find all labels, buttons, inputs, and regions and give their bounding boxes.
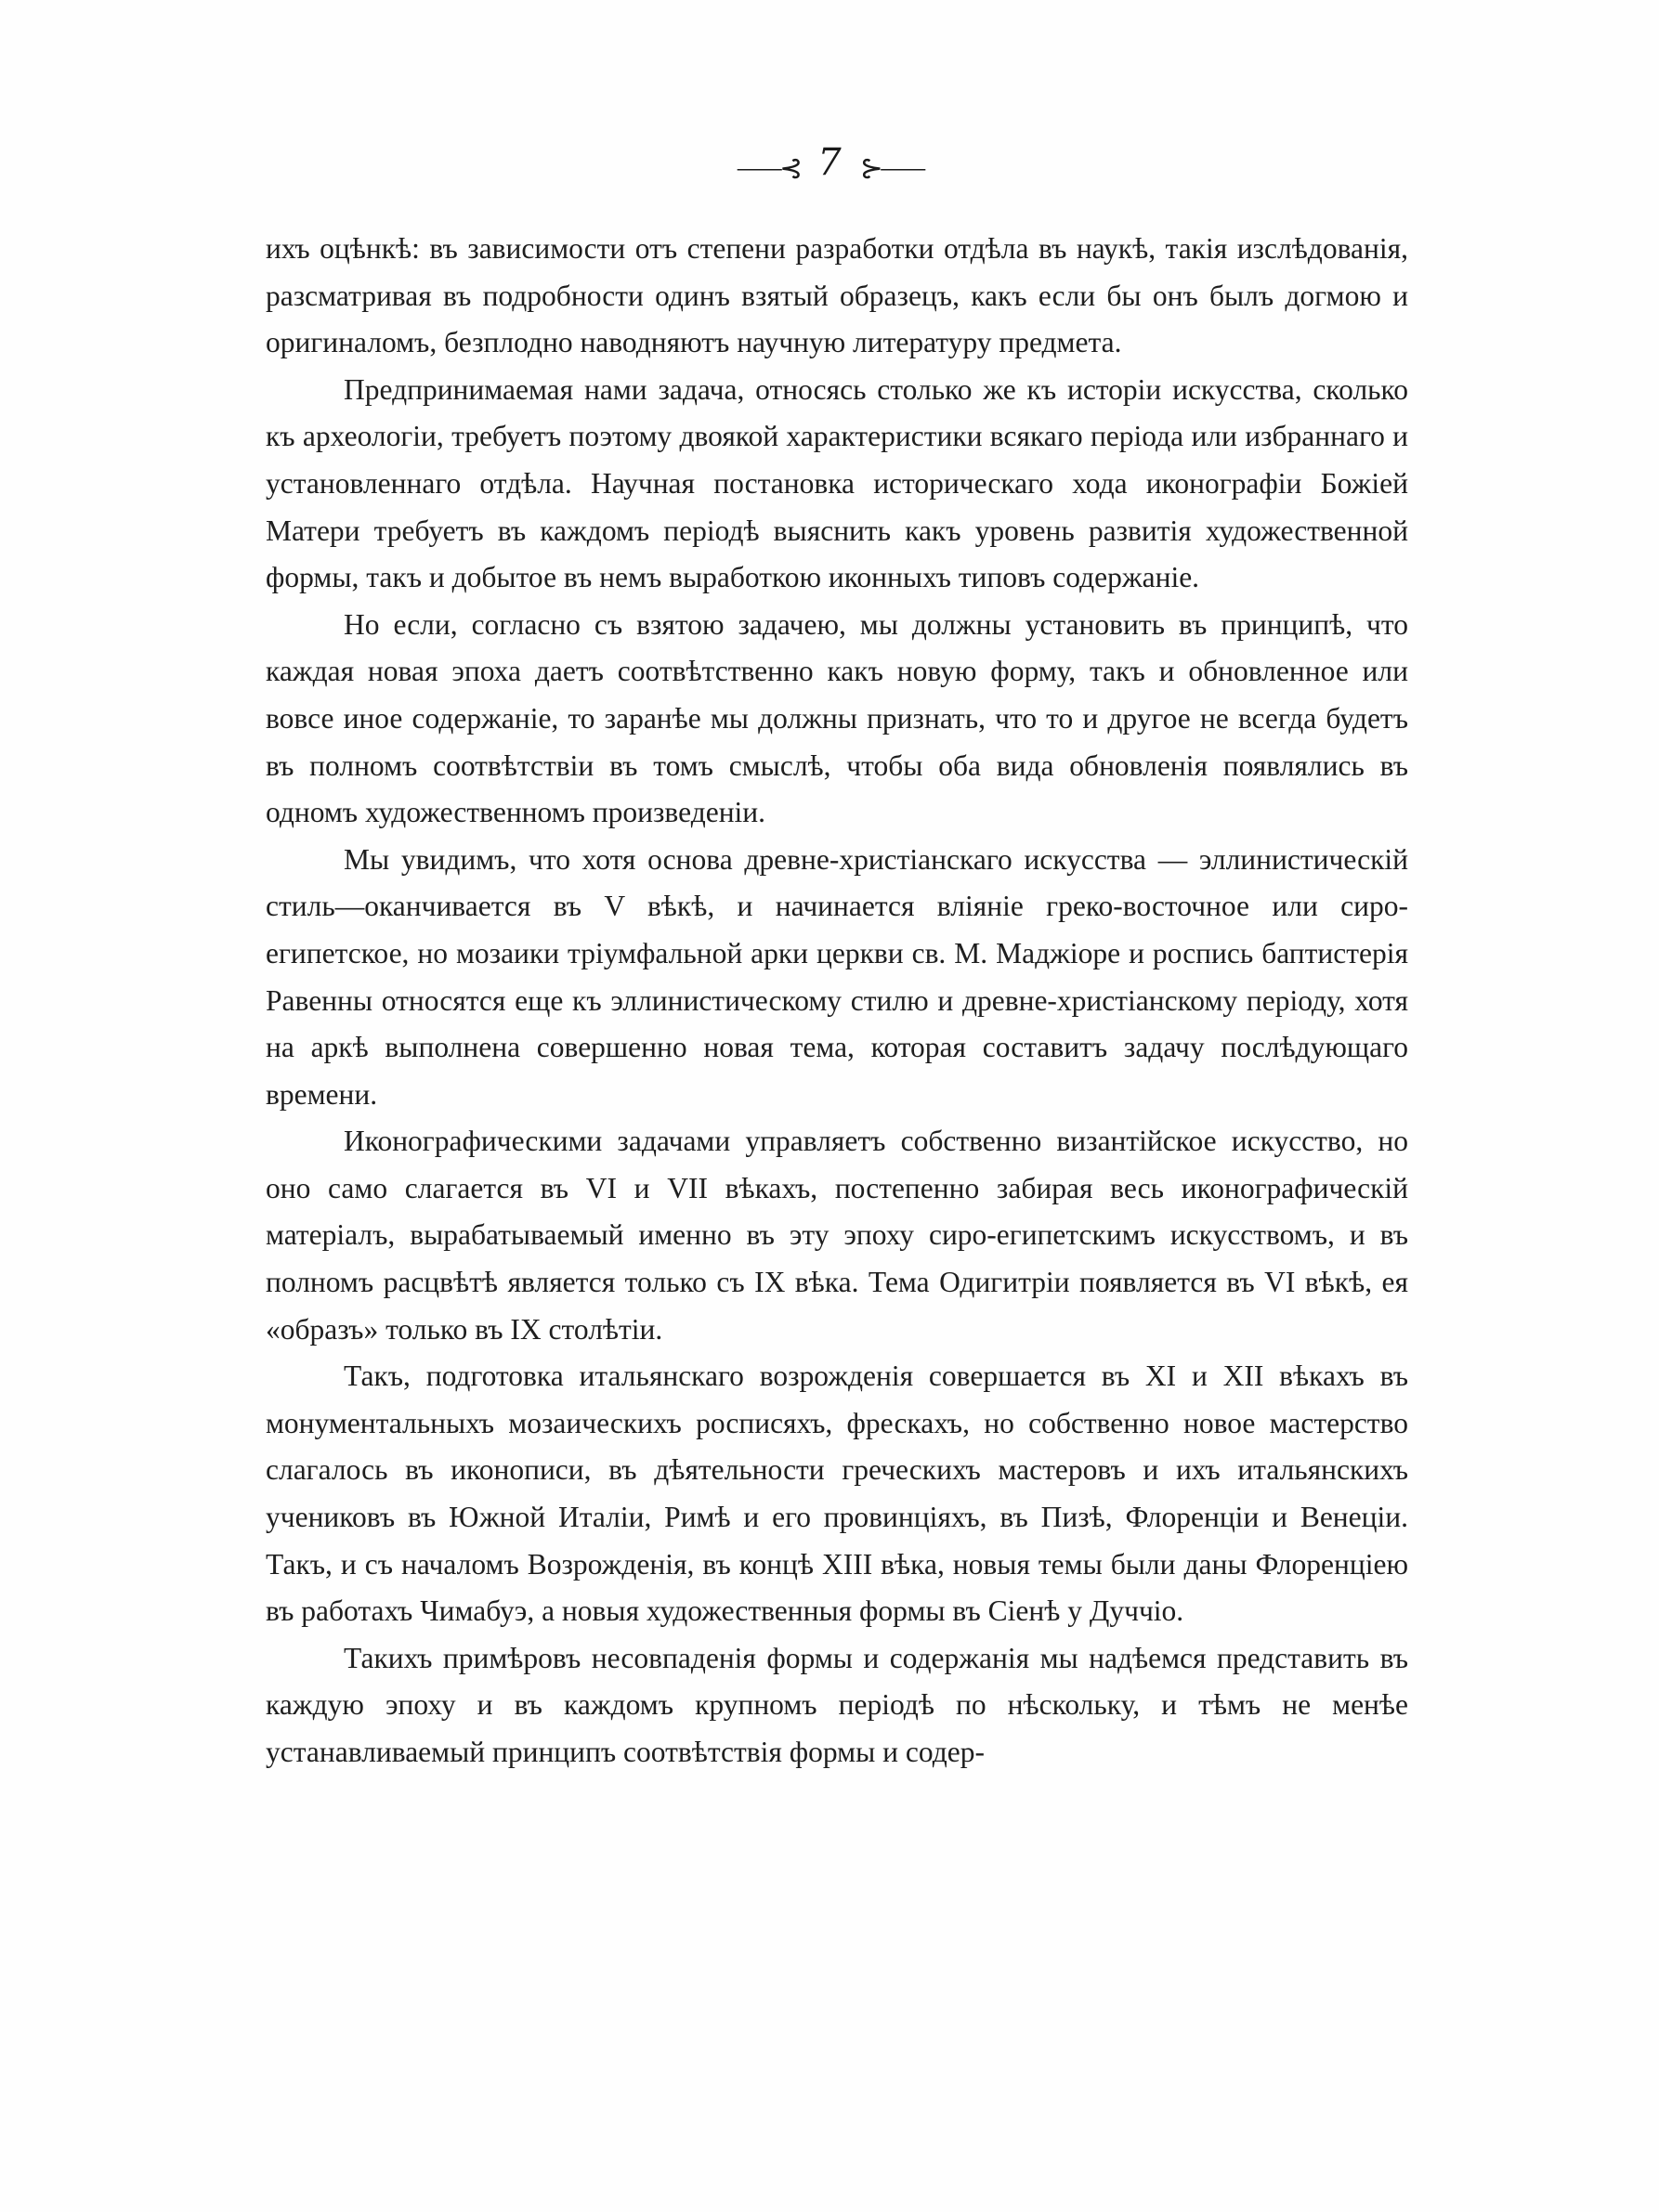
paragraph: Но если, согласно съ взятою задачею, мы должны установить въ принципѣ, что каждая новая эпоха даетъ соотвѣтственно какъ новую форму, такъ и обновленное или вовсе иное содержаніе, то заранѣе мы должны признать, что то и другое не всегда будетъ въ полномъ соотвѣтствіи въ томъ смыслѣ, чтобы оба вида обновленія появлялись въ одномъ художественномъ произведеніи. <box>266 607 1408 829</box>
paragraph: Предпринимаемая нами задача, относясь столько же къ исторіи искусства, сколько къ археологіи, требуетъ поэтому двоякой характеристики всякаго періода или избраннаго и установленнаго отдѣла. Научная постановка историческаго хода иконографіи Божіей Матери требуетъ въ каждомъ періодѣ выяснить какъ уровень развитія художественной формы, такъ и добытое въ немъ выработкою иконныхъ типовъ содержаніе. <box>266 372 1408 594</box>
paragraph: Мы увидимъ, что хотя основа древне-христіанскаго искусства — эллинистическій стиль—оканчивается въ V вѣкѣ, и начинается вліяніе греко-восточное или сиро-египетское, но мозаики тріумфальной арки церкви св. М. Маджіоре и роспись баптистерія Равенны относятся еще къ эллинистическому стилю и древне-христіанскому періоду, хотя на аркѣ выполнена совершенно новая тема, которая составитъ задачу послѣдующаго времени. <box>266 842 1408 1111</box>
paragraph: Такъ, подготовка итальянскаго возрожденія совершается въ XI и XII вѣкахъ въ монументальныхъ мозаическихъ росписяхъ, фрескахъ, но собственно новое мастерство слагалось въ иконописи, въ дѣятельности греческихъ мастеровъ и ихъ итальянскихъ учениковъ въ Южной Италіи, Римѣ и его провинціяхъ, въ Пизѣ, Флоренціи и Венеціи. Такъ, и съ началомъ Возрожденія, въ концѣ XIII вѣка, новыя темы были даны Флоренціею въ работахъ Чимабуэ, а новыя художественныя формы въ Сіенѣ у Дуччіо. <box>266 1360 1408 1628</box>
right-ornament-icon: ⊱⸺ <box>859 152 923 185</box>
page-header <box>0 141 1659 186</box>
paragraph: ихъ оцѣнкѣ: въ зависимости отъ степени разработки отдѣла въ наукѣ, такія изслѣдованія, разсматривая въ подробности одинъ взятый образецъ, какъ если бы онъ былъ догмою и оригиналомъ, безплодно наводняютъ научную литературу предмета. <box>266 232 1408 359</box>
body-text <box>266 226 1408 1776</box>
paragraph: Такихъ примѣровъ несовпаденія формы и содержанія мы надѣемся представить въ каждую эпоху и въ каждомъ крупномъ періодѣ по нѣскольку, и тѣмъ не менѣе устанавливаемый принципъ соотвѣтствія формы и содер- <box>266 1641 1408 1768</box>
paragraph: Иконографическими задачами управляетъ собственно византійское искусство, но оно само слагается въ VI и VII вѣкахъ, постепенно забирая весь иконографическій матеріалъ, вырабатываемый именно въ эту эпоху сиро-египетскимъ искусствомъ, и въ полномъ расцвѣтѣ является только съ IX вѣка. Тема Одигитріи появляется въ VI вѣкѣ, ея «образъ» только въ IX столѣтіи. <box>266 1125 1408 1346</box>
page-number: 7 <box>817 141 842 184</box>
left-ornament-icon: ⸺⊰ <box>736 152 800 185</box>
